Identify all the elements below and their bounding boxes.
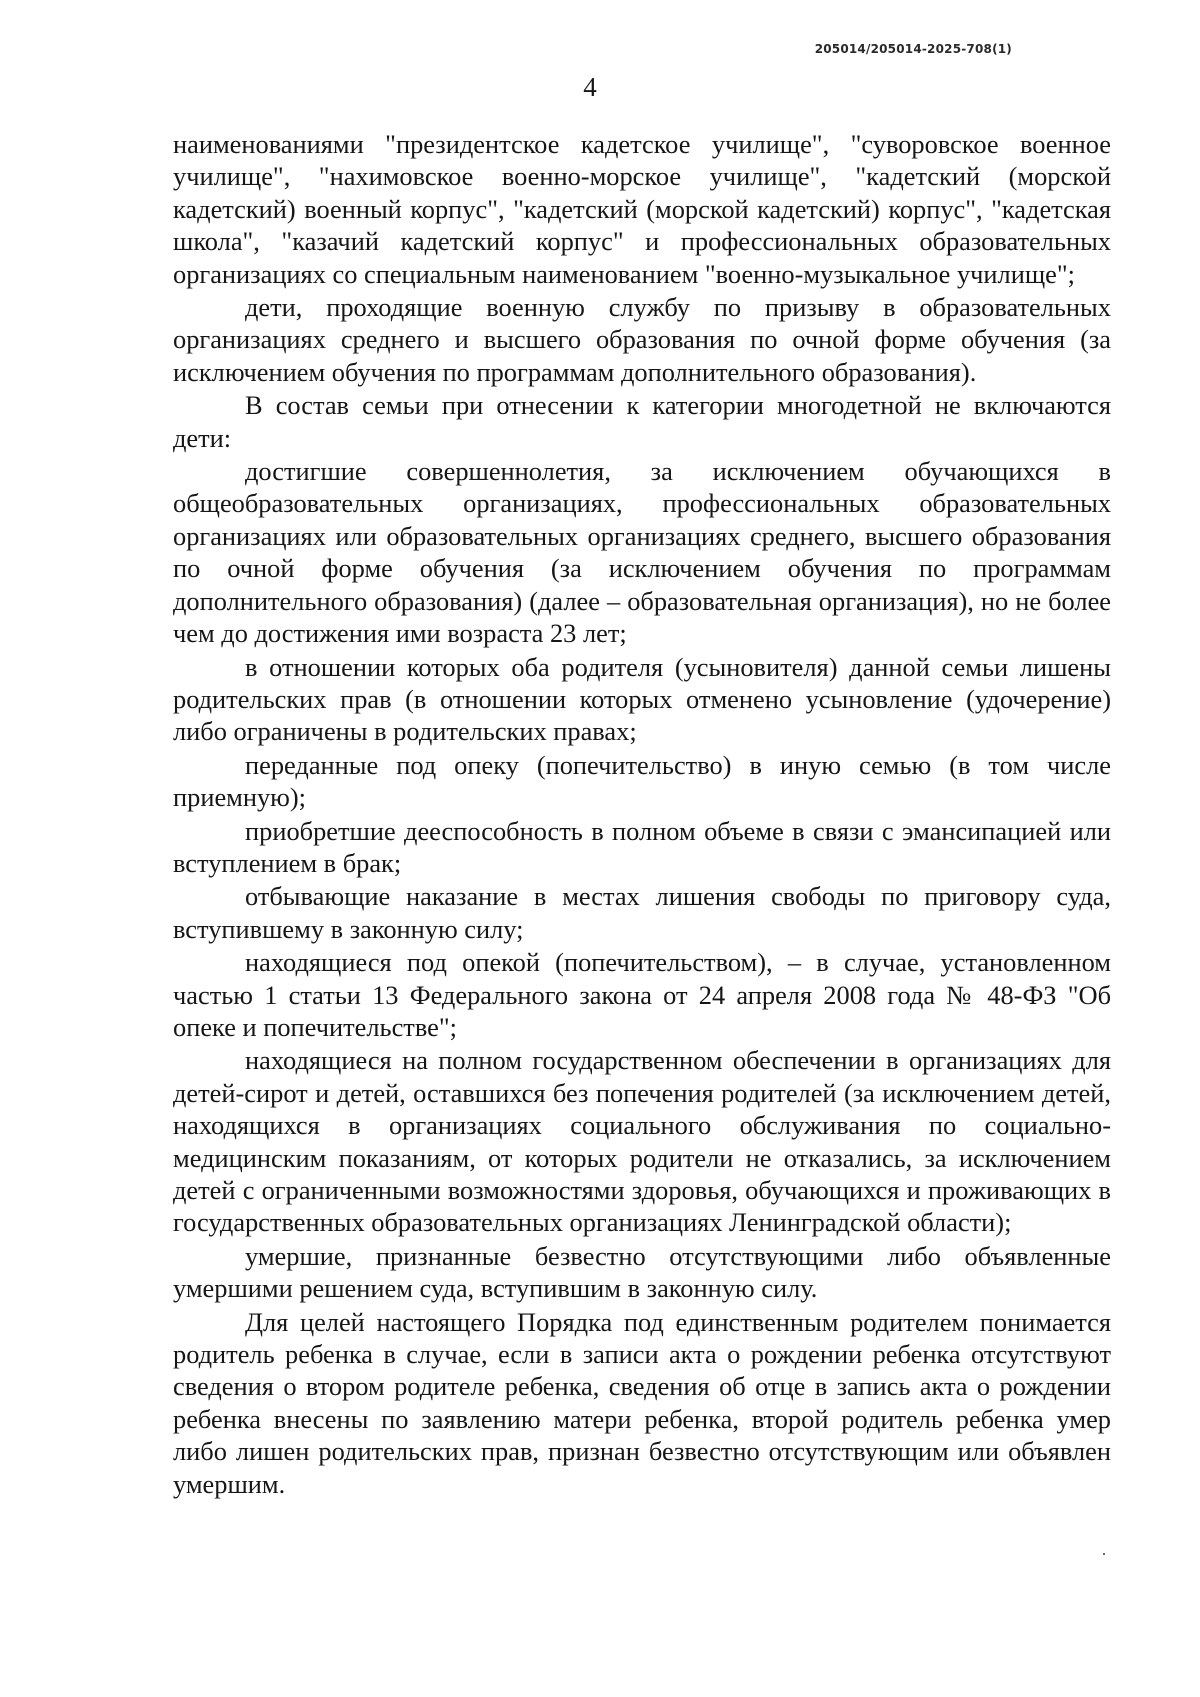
paragraph-under-guardianship: находящиеся под опекой (попечительством), – в случае, установленном частью 1 статьи 13 Федерального закона от 24 апреля 2008 года № 48-ФЗ "Об опеке и попечительстве"; (173, 947, 1111, 1042)
scan-speck (1103, 1553, 1105, 1555)
paragraph-imprisonment: отбывающие наказание в местах лишения свободы по приговору суда, вступившему в законную силу; (173, 881, 1111, 944)
paragraph-adults: достигшие совершеннолетия, за исключением обучающихся в общеобразовательных организациях, профессиональных образовательных организациях или образовательных организациях среднего, высшего образования по очной форме обучения (за исключением обучения по программам дополнительного образования) (далее – образовательная организация), но не более чем до достижения ими возраста 23 лет; (173, 456, 1111, 649)
paragraph-exclusions-intro: В состав семьи при отнесении к категории многодетной не включаются дети: (173, 390, 1111, 453)
paragraph-continuation: наименованиями "президентское кадетское училище", "суворовское военное училище", "нахимовское военно-морское училище", "кадетский (морской кадетский) военный корпус", "кадетский (морской кадетский) корпус", "кадетская школа", "казачий кадетский корпус" и профессиональных образовательных организациях со специальным наименованием "военно-музыкальное училище"; (173, 129, 1111, 289)
document-body (173, 128, 1111, 1501)
paragraph-guardianship-transfer: переданные под опеку (попечительство) в иную семью (в том числе приемную); (173, 749, 1111, 813)
paragraph-single-parent: Для целей настоящего Порядка под единственным родителем понимается родитель ребенка в случае, если в записи акта о рождении ребенка отсутствуют сведения о втором родителе ребенка, сведения об отце в запись акта о рождении ребенка внесены по заявлению матери ребенка, второй родитель ребенка умер либо лишен родительских прав, признан безвестно отсутствующим или объявлен умершим. (173, 1306, 1111, 1499)
page-number: 4 (583, 72, 597, 102)
paragraph-deprived-rights: в отношении которых оба родителя (усыновителя) данной семьи лишены родительских прав (в отношении которых отменено усыновление (удочерение) либо ограничены в родительских правах; (173, 651, 1111, 747)
paragraph-state-support: находящиеся на полном государственном обеспечении в организациях для детей-сирот и детей, оставшихся без попечения родителей (за исключением детей, находящихся в организациях социального обслуживания по социально-медицинским показаниям, от которых родители не отказались, за исключением детей с ограниченными возможностями здоровья, обучающихся и проживающих в государственных образовательных организациях Ленинградской области); (173, 1045, 1111, 1238)
document-id: 205014/205014-2025-708(1) (814, 42, 1012, 56)
paragraph-emancipation: приобретшие дееспособность в полном объеме в связи с эмансипацией или вступлением в брак; (173, 815, 1111, 878)
paragraph-conscripts: дети, проходящие военную службу по призыву в образовательных организациях среднего и высшего образования по очной форме обучения (за исключением обучения по программам дополнительного образования). (173, 292, 1111, 387)
paragraph-deceased: умершие, признанные безвестно отсутствующими либо объявленные умершими решением суда, вступившим в законную силу. (173, 1240, 1111, 1304)
